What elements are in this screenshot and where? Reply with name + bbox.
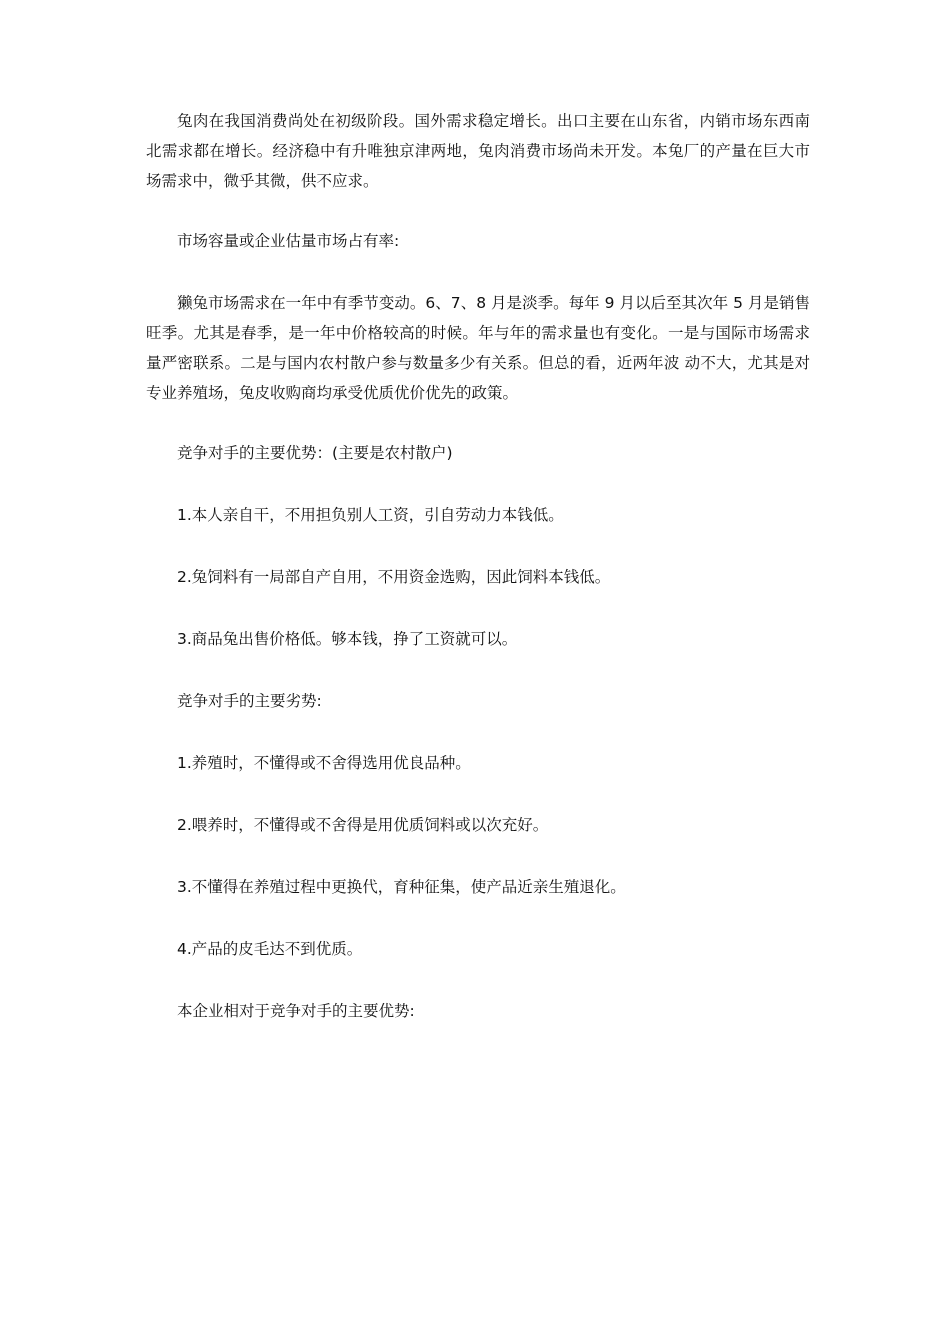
list-item-weakness-2: 2.喂养时，不懂得或不舍得是用优质饲料或以次充好。: [177, 816, 549, 834]
paragraph-market-capacity-heading: 市场容量或企业估量市场占有率:: [177, 232, 400, 250]
list-item-weakness-3: 3.不懂得在养殖过程中更换代，育种征集，使产品近亲生殖退化。: [177, 878, 626, 896]
document-body: [146, 106, 810, 1058]
list-item-strength-1: 1.本人亲自干，不用担负别人工资，引自劳动力本钱低。: [177, 506, 564, 524]
list-item-weakness-4: 4.产品的皮毛达不到优质。: [177, 940, 363, 958]
paragraph-seasonal-demand: 獭兔市场需求在一年中有季节变动。6、7、8 月是淡季。每年 9 月以后至其次年 5 月是销售旺季。尤其是春季，是一年中价格较高的时候。年与年的需求量也有变化。一是与国际市场需求量严密联系。二是与国内农村散户参与数量多少有关系。但总的看，近两年波 动不大，尤其是对专业养殖场，兔皮收购商均承受优质优价优先的政策。: [146, 294, 810, 402]
list-item-strength-2: 2.兔饲料有一局部自产自用，不用资金选购，因此饲料本钱低。: [177, 568, 611, 586]
paragraph-competitor-strengths-heading: 竞争对手的主要优势：(主要是农村散户): [177, 444, 453, 462]
paragraph-market-overview: 兔肉在我国消费尚处在初级阶段。国外需求稳定增长。出口主要在山东省，内销市场东西南北需求都在增长。经济稳中有升唯独京津两地，兔肉消费市场尚未开发。本兔厂的产量在巨大市场需求中，微乎其微，供不应求。: [146, 112, 810, 190]
list-item-weakness-1: 1.养殖时，不懂得或不舍得选用优良品种。: [177, 754, 471, 772]
paragraph-own-advantages-heading: 本企业相对于竞争对手的主要优势:: [177, 1002, 415, 1020]
list-item-strength-3: 3.商品兔出售价格低。够本钱，挣了工资就可以。: [177, 630, 518, 648]
paragraph-competitor-weaknesses-heading: 竞争对手的主要劣势:: [177, 692, 322, 710]
